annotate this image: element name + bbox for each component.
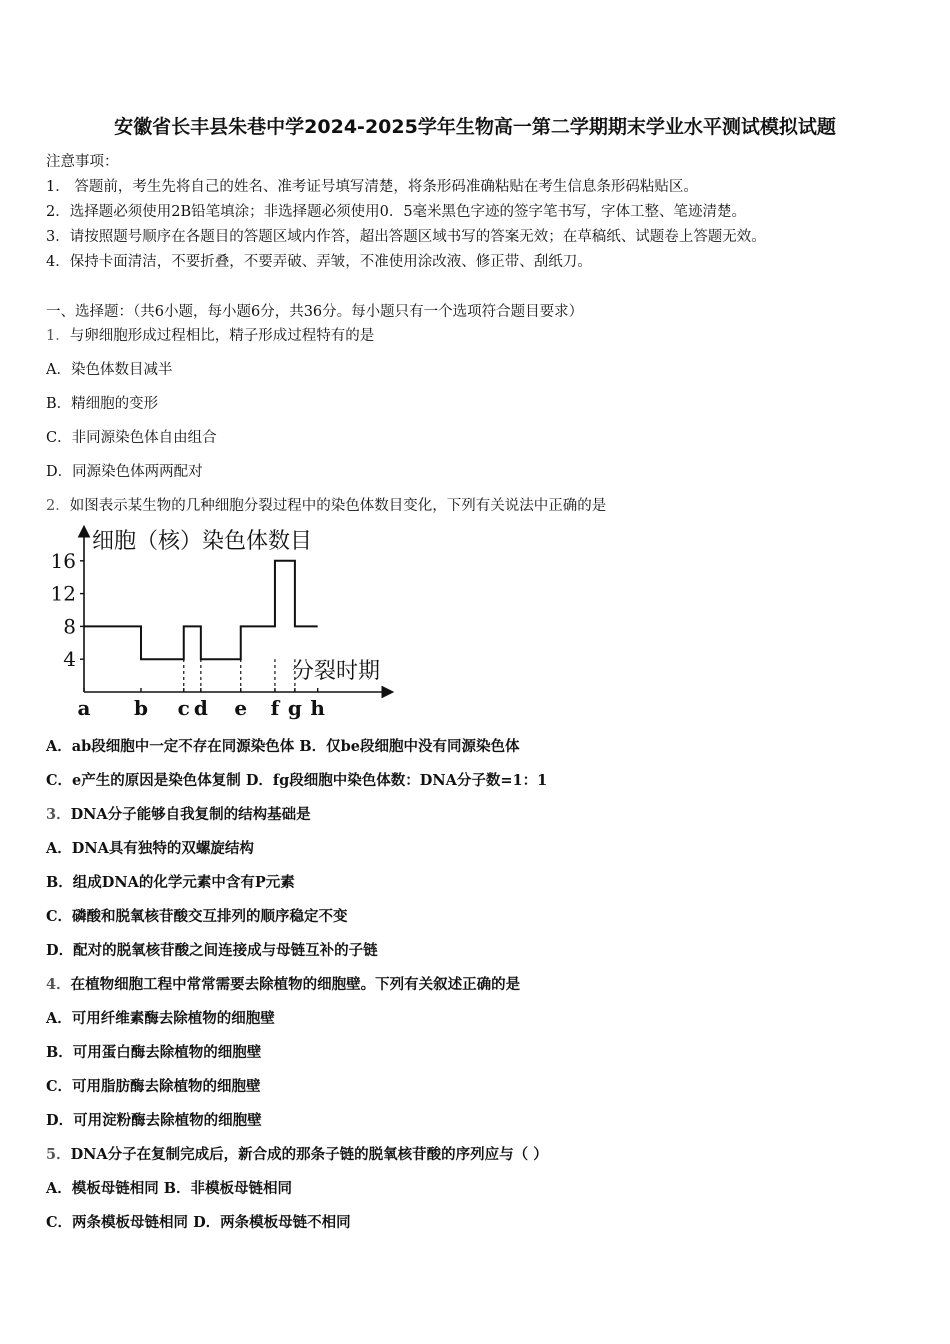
question-5 [46,1145,548,1165]
question-2 [46,496,606,516]
notes-heading: 注意事项： [46,154,119,170]
option-3c: C．磷酸和脱氧核苷酸交互排列的顺序稳定不变 [46,908,348,925]
x-tick-label: e [234,696,248,720]
option-1a: A．染色体数目减半 [46,362,173,378]
option-4c: C．可用脂肪酶去除植物的细胞壁 [46,1078,261,1095]
option-3b: B．组成DNA的化学元素中含有P元素 [46,874,295,891]
section-heading: 一、选择题：（共6小题，每小题6分，共36分。每小题只有一个选项符合题目要求） [46,304,584,320]
note-item-3: 3．请按照题号顺序在各题目的答题区域内作答，超出答题区域书写的答案无效；在草稿纸、试题卷上答题无效。 [46,229,766,245]
chromosome-chart [46,522,406,722]
x-tick-label: g [287,696,302,720]
exam-title: 安徽省长丰县朱巷中学2024-2025学年生物高一第二学期期末学业水平测试模拟试题 [114,116,836,138]
x-tick-label: f [270,696,280,720]
question-3 [46,805,311,825]
x-tick-label: h [310,696,325,720]
option-2cd: C．e产生的原因是染色体复制 D．fg段细胞中染色体数：DNA分子数=1：1 [46,772,548,789]
y-tick-label: 8 [63,614,76,639]
option-3d: D．配对的脱氧核苷酸之间连接成与母链互补的子链 [46,942,378,959]
question-stem: 与卵细胞形成过程相比，精子形成过程特有的是 [69,328,375,344]
y-tick-label: 4 [63,647,76,672]
option-5cd: C．两条模板母链相同 D．两条模板母链不相同 [46,1214,351,1231]
question-stem: 如图表示某生物的几种细胞分裂过程中的染色体数目变化，下列有关说法中正确的是 [69,498,607,514]
question-number: 1． [46,328,70,344]
question-stem: DNA分子能够自我复制的结构基础是 [70,806,311,823]
question-stem: 在植物细胞工程中常常需要去除植物的细胞壁。下列有关叙述正确的是 [70,976,521,993]
question-4 [46,975,520,995]
option-2ab: A．ab段细胞中一定不存在同源染色体 B．仅be段细胞中没有同源染色体 [46,738,520,755]
option-4d: D．可用淀粉酶去除植物的细胞壁 [46,1112,262,1129]
question-number: 2． [46,498,70,514]
chart-title: 细胞（核）染色体数目 [92,529,313,554]
x-tick-label: b [134,696,148,720]
option-3a: A．DNA具有独特的双螺旋结构 [46,840,254,857]
option-1c: C．非同源染色体自由组合 [46,430,217,446]
y-tick-label: 16 [50,548,76,573]
y-tick-label: 12 [50,581,76,606]
note-item-2: 2．选择题必须使用2B铅笔填涂；非选择题必须使用0．5毫米黑色字迹的签字笔书写，字体工整、笔迹清楚。 [46,204,747,220]
option-4b: B．可用蛋白酶去除植物的细胞壁 [46,1044,262,1061]
x-tick-label: c [177,696,190,720]
note-item-4: 4．保持卡面清洁，不要折叠，不要弄破、弄皱，不准使用涂改液、修正带、刮纸刀。 [46,254,592,270]
question-stem: DNA分子在复制完成后，新合成的那条子链的脱氧核苷酸的序列应与（ ） [70,1146,548,1163]
x-tick-label: d [193,696,208,720]
question-number: 3． [46,806,71,823]
x-axis-label: 分裂时期 [292,659,381,684]
option-1d: D．同源染色体两两配对 [46,464,203,480]
question-number: 5． [46,1146,71,1163]
option-1b: B．精细胞的变形 [46,396,159,412]
option-5ab: A．模板母链相同 B．非模板母链相同 [46,1180,293,1197]
option-4a: A．可用纤维素酶去除植物的细胞壁 [46,1010,275,1027]
x-tick-label: a [77,696,91,720]
question-1 [46,326,374,346]
question-number: 4． [46,976,71,993]
series-line [84,561,318,659]
note-item-1: 1． 答题前，考生先将自己的姓名、准考证号填写清楚，将条形码准确粘贴在考生信息条形码粘贴区。 [46,179,698,195]
